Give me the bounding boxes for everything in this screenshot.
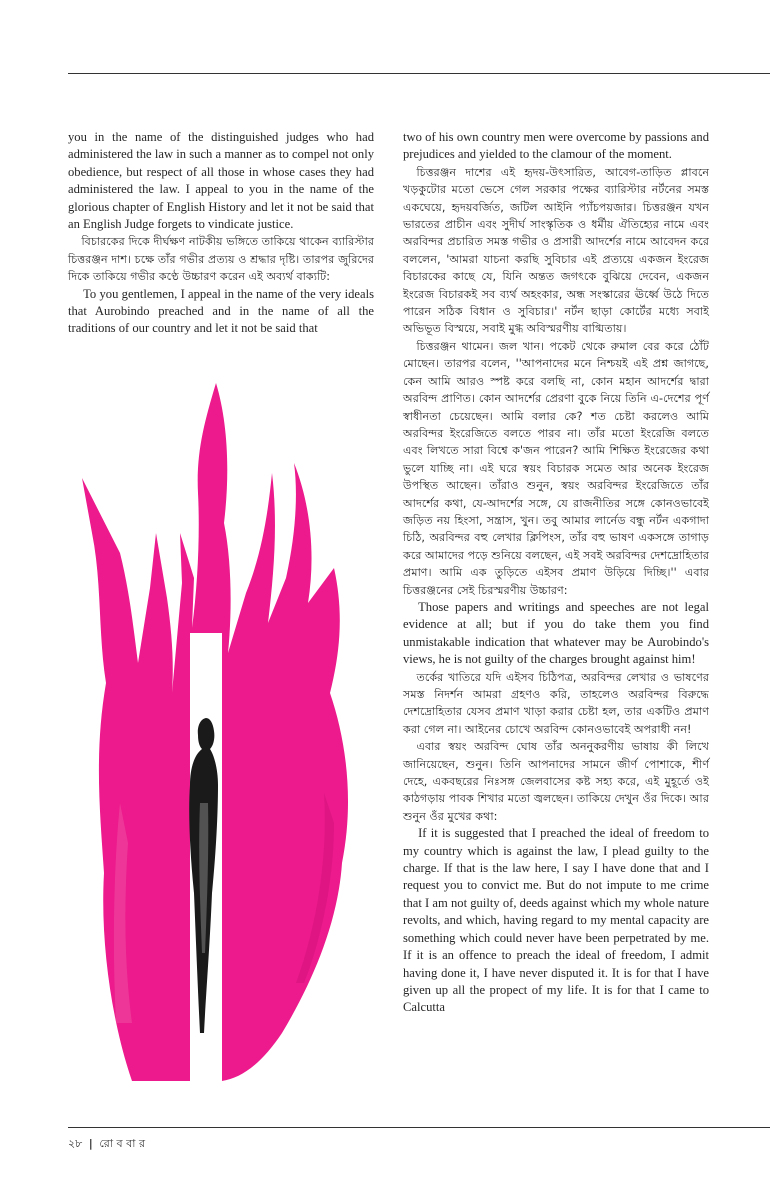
footer-rule	[68, 1127, 770, 1128]
left-paragraph-english-2: To you gentlemen, I appeal in the name of the very ideals that Aurobindo preached and in the name of all the traditions of our country and let it not be said that	[68, 286, 374, 336]
right-paragraph-english-quote-2: If it is suggested that I preached the ideal of freedom to my country which is against the law, I plead guilty to the charge. If that is the law here, I say I have done that and I request you to convict me. But do not impute to me crime that I am not guilty of, deeds against which my whole nature revolts, and which, having regard to my mental capacity are something which could never have been perpetrated by me. If it is an offence to preach the ideal of freedom, I admit having done it, I have never disputed it. It is for that I have given up all the propect of my life. It is for that I came to Calcutta	[403, 826, 709, 1015]
footer-separator: |	[88, 1137, 93, 1150]
right-paragraph-bengali-1: চিত্তরঞ্জন দাশের এই হৃদয়-উৎসারিত, আবেগ-তাড়িত প্লাবনে খড়কুটোর মতো ভেসে গেল সরকার পক্ষের ব্যারিস্টার নর্টনের সমস্ত একঘেয়ে, হৃদয়বর্জিত, জটিল আইনি প্যাঁচপয়জার। চিত্তরঞ্জন যখন ভারতের প্রাচীন এবং সুদীর্ঘ সাংস্কৃতিক ও ধর্মীয় ঐতিহ্যের নামে এবং অরবিন্দর প্রচারিত সমস্ত গভীর ও প্রসারী আদর্শের নামে আবেদন করে বললেন, 'আমরা যাচনা করছি সুবিচার এই প্রত্যয়ে একজন ইংরেজ বিচারকের কাছে যে, যিনি অন্তত জগৎকে বুঝিয়ে দেবেন, একজন ইংরেজ বিচারকই সব ব্যর্থ অহংকার, অন্ধ সংস্কারের ঊর্ধ্বে উঠে দিতে পারেন সঠিক বিধান ও সুবিচার।' নর্টন ছাড়া কোর্টের মধ্যে সবাই অভিভূত বিস্ময়ে, সবাই মুগ্ধ অবিস্মরণীয় বাগ্মিতায়।	[403, 165, 709, 336]
right-paragraph-english-1: two of his own country men were overcome by passions and prejudices and yielded to the clamour of the moment.	[403, 130, 709, 162]
left-column	[68, 129, 374, 338]
flame-icon	[72, 383, 354, 1083]
right-paragraph-english-quote-1: Those papers and writings and speeches are not legal evidence at all; but if you do take them you find unmistakable indication that whatever may be Aurobindo's views, he is not guilty of the charges brought against him!	[403, 599, 709, 667]
right-paragraph-bengali-3: তর্কের খাতিরে যদি এইসব চিঠিপত্র, অরবিন্দর লেখার ও ভাষণের সমস্ত নিদর্শন আমরা গ্রহণও করি, তাহলেও অরবিন্দর বিরুদ্ধে দেশদ্রোহিতার যেসব প্রমাণ খাড়া করার চেষ্টা হল, তার একটিও প্রমাণ করা গেল না। আইনের চোখে অরবিন্দ কোনওভাবেই অপরাধী নন!	[403, 670, 709, 736]
page-footer	[68, 1135, 145, 1154]
left-paragraph-english-1: you in the name of the distinguished judges who had administered the law in such a manner as to compel not only obedience, but respect of all those in whose cases they had administered the law. I appeal to you in the name of the glorious chapter of English History and let it not be said that an English Judge forgets to vindicate justice.	[68, 130, 374, 232]
right-paragraph-bengali-2: চিত্তরঞ্জন থামেন। জল খান। পকেট থেকে রুমাল বের করে ঠোঁট মোছেন। তারপর বলেন, ''আপনাদের মনে নিশ্চয়ই এই প্রশ্ন জাগছে, কেন আমি আরও স্পষ্ট করে বলছি না, কোন মহান আদর্শের দ্বারা অরবিন্দ প্রাণিত। কোন আদর্শের প্রেরণা বুকে নিয়ে তিনি এ-দেশের পূর্ণ স্বাধীনতা চেয়েছেন। আমি বলার কে? শত চেষ্টা করলেও আমি অরবিন্দর ইংরেজিতে বলতে পারব না। তাঁর মতো ইংরেজি বলতে এবং লিখতে সারা বিশ্বে ক'জন পারেন? আমি শিক্ষিত ইংরেজের কথা ভুলে যাচ্ছি না। এই ঘরে স্বয়ং বিচারক সমেত আর অনেক ইংরেজ উপস্থিত আছেন। তাঁরাও শুনুন, স্বয়ং অরবিন্দর ইংরেজিতে তাঁর আদর্শের কথা, যে-আদর্শের সঙ্গে, যে রাজনীতির সঙ্গে কোনওভাবেই জড়িত নয় হিংসা, সন্ত্রাস, খুন। তবু আমার লার্নেড বন্ধু নর্টন একগাদা চিঠি, অরবিন্দর বহু লেখার ক্লিপিংস, তাঁর বহু ভাষণ একসঙ্গে তাগাড় করে আমাদের পড়ে শুনিয়ে বলছেন, এই সবই অরবিন্দর দেশদ্রোহিতার প্রমাণ। আমি এক তুড়িতে এইসব প্রমাণ উড়িয়ে দিচ্ছি।'' এবার চিত্তরঞ্জনের সেই চিরস্মরণীয় উচ্চারণ:	[403, 339, 709, 597]
right-paragraph-bengali-4: এবার স্বয়ং অরবিন্দ ঘোষ তাঁর অননুকরণীয় ভাষায় কী লিখে জানিয়েছেন, শুনুন। তিনি আপনাদের সামনে জীর্ণ পোশাকে, শীর্ণ দেহে, একবছরের নিঃসঙ্গ জেলবাসের কষ্ট সহ্য করে, এই মুহূর্তে ওই কাঠগড়ায় পাবক শিখার মতো জ্বলছেন। তাকিয়ে দেখুন ওঁর দিকে। আর শুনুন ওঁর মুখের কথা:	[403, 740, 709, 823]
page-number: ২৮	[68, 1137, 83, 1150]
right-column	[403, 129, 709, 1017]
magazine-name: রো ব বা র	[99, 1137, 146, 1150]
left-paragraph-bengali-1: বিচারকের দিকে দীর্ঘক্ষণ নাটকীয় ভঙ্গিতে তাকিয়ে থাকেন ব্যারিস্টার চিত্তরঞ্জন দাশ। চক্ষে তাঁর গভীর প্রত্যয় ও শ্রদ্ধার দৃষ্টি। তারপর জুরিদের দিকে তাকিয়ে গভীর কণ্ঠে উচ্চারণ করেন এই অব্যর্থ বাক্যটি:	[68, 235, 374, 284]
flame-figure-illustration	[72, 383, 354, 1083]
header-rule	[68, 73, 770, 74]
